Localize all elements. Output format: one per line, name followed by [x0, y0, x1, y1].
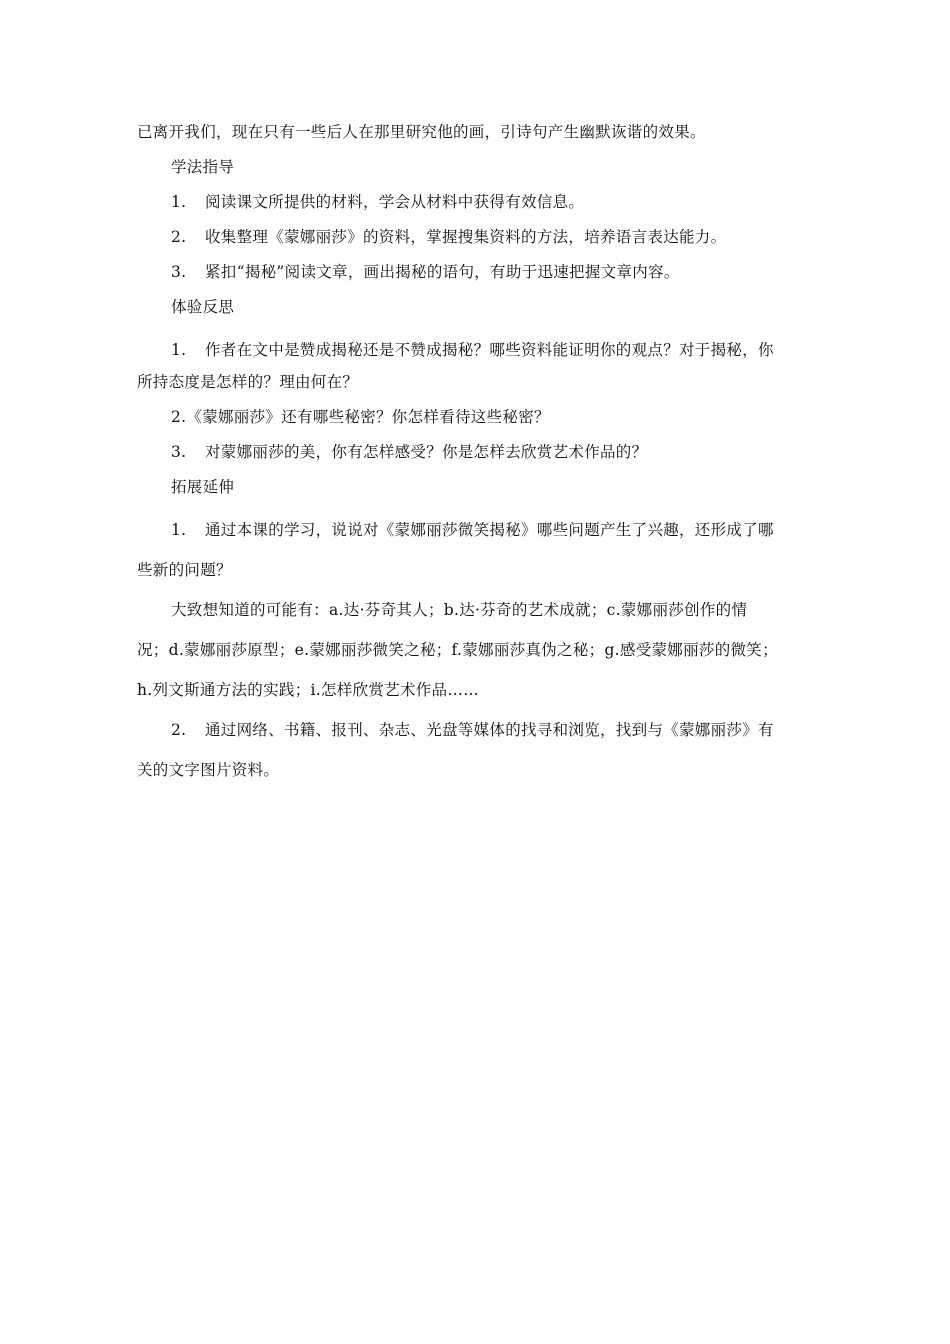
extension-item-2-line-2: 关的文字图片资料。 [137, 761, 280, 779]
extension-answer-line-3: h.列文斯通方法的实践；i.怎样欣赏艺术作品…… [137, 681, 479, 699]
item-text: 收集整理《蒙娜丽莎》的资料，掌握搜集资料的方法，培养语言表达能力。 [205, 228, 727, 246]
reflection-item-1-line-1 [137, 330, 817, 370]
paragraph-continuation: 已离开我们，现在只有一些后人在那里研究他的画，引诗句产生幽默诙谐的效果。 [137, 123, 706, 141]
item-number: 2. [171, 721, 187, 739]
study-item-3 [137, 260, 817, 284]
reflection-item-2: 2.《蒙娜丽莎》还有哪些秘密？你怎样看待这些秘密？ [171, 408, 550, 426]
extension-answer-line-1: 大致想知道的可能有：a.达·芬奇其人；b.达·芬奇的艺术成就；c.蒙娜丽莎创作的情 [171, 601, 748, 619]
item-number: 2. [171, 228, 187, 246]
section-heading-reflection: 体验反思 [171, 298, 235, 316]
extension-answer-line-2: 况；d.蒙娜丽莎原型；e.蒙娜丽莎微笑之秘；f.蒙娜丽莎真伪之秘；g.感受蒙娜丽莎的微笑； [137, 641, 778, 659]
item-number: 1. [171, 521, 187, 539]
item-number: 1. [171, 341, 187, 359]
item-text: 对蒙娜丽莎的美，你有怎样感受？你是怎样去欣赏艺术作品的？ [205, 443, 648, 461]
section-heading-extension: 拓展延伸 [171, 478, 235, 496]
item-text: 作者在文中是赞成揭秘还是不赞成揭秘？哪些资料能证明你的观点？对于揭秘，你 [205, 341, 774, 359]
item-text: 通过本课的学习，说说对《蒙娜丽莎微笑揭秘》哪些问题产生了兴趣，还形成了哪 [205, 521, 774, 539]
reflection-item-1-line-2: 所持态度是怎样的？理由何在？ [137, 373, 359, 391]
extension-item-1-line-1 [137, 510, 817, 550]
study-item-2 [137, 225, 817, 249]
item-number: 3. [171, 263, 187, 281]
study-item-1 [137, 190, 817, 214]
item-number: 1. [171, 193, 187, 211]
item-number: 3. [171, 443, 187, 461]
reflection-item-3 [137, 440, 817, 464]
section-heading-study-method: 学法指导 [171, 158, 235, 176]
item-text: 阅读课文所提供的材料，学会从材料中获得有效信息。 [205, 193, 585, 211]
extension-item-2-line-1 [137, 710, 817, 750]
item-text: 通过网络、书籍、报刊、杂志、光盘等媒体的找寻和浏览，找到与《蒙娜丽莎》有 [205, 721, 774, 739]
document-body [137, 120, 817, 790]
extension-item-1-line-2: 些新的问题？ [137, 561, 232, 579]
item-text: 紧扣“揭秘”阅读文章，画出揭秘的语句，有助于迅速把握文章内容。 [205, 263, 680, 281]
